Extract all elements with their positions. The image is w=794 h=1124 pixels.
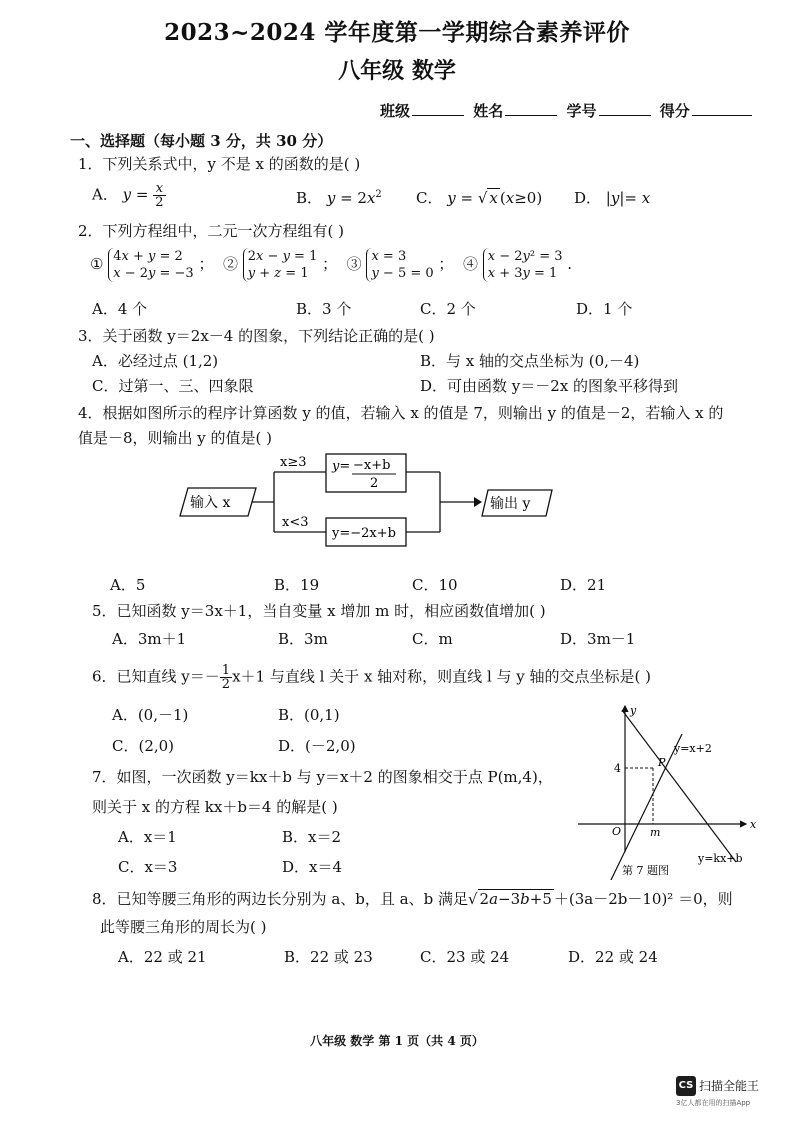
q8-stem-line1: 8．已知等腰三角形的两边长分别为 a、b，且 a、b 满足√ 2a−3b+5 ＋(3a－2b－10)² ＝0，则 [92, 890, 733, 908]
q2-option-b: B．3 个 [296, 300, 352, 318]
flow-arrow-icon [474, 497, 482, 507]
name-blank [505, 101, 557, 116]
q1-option-c: C． y = √ x (x≥0) [416, 189, 543, 207]
q2-option-a: A．4 个 [92, 300, 148, 318]
q2-stem: 2．下列方程组中，二元一次方程组有( ) [78, 222, 345, 240]
flow-input-label: 输入 x [190, 495, 231, 511]
line-y-eq-x-plus-2 [610, 734, 682, 880]
q7-option-a: A．x＝1 [118, 828, 177, 846]
tick-label-four: 4 [614, 762, 621, 775]
q8-option-d: D．22 或 24 [568, 948, 658, 966]
q4-flowchart [170, 450, 560, 560]
q4-option-b: B．19 [274, 576, 320, 594]
q2-option-c: C．2 个 [420, 300, 476, 318]
q6-option-c: C．(2,0) [112, 737, 175, 755]
q4-option-a: A．5 [110, 576, 146, 594]
q3-option-b: B．与 x 轴的交点坐标为 (0,－4) [420, 352, 640, 370]
flow-formula-top-num: −x+b [353, 458, 391, 473]
flow-cond-top: x≥3 [280, 455, 307, 470]
name-label: 姓名 [473, 102, 504, 120]
x-axis-label: x [750, 818, 757, 831]
number-blank [599, 101, 651, 116]
scanner-logo-icon: CS [676, 1076, 696, 1096]
exam-title: 2023~2024 学年度第一学期综合素养评价 [164, 19, 630, 46]
score-label: 得分 [659, 102, 690, 120]
q3-option-a: A．必经过点 (1,2) [92, 352, 219, 370]
q8-option-b: B．22 或 23 [284, 948, 373, 966]
q1-stem: 1．下列关系式中，y 不是 x 的函数的是( ) [78, 155, 361, 173]
class-label: 班级 [380, 102, 411, 120]
q1-option-d: D． |y|= x [574, 189, 651, 207]
q8-stem-line2: 此等腰三角形的周长为( ) [100, 918, 267, 936]
q6-stem: 6．已知直线 y＝－ $\frac{1}{2}$ x＋1 与直线 l 关于 x 轴对称，则直线 l 与 y 轴的交点坐标是( ) [92, 663, 651, 692]
q1-option-a: A． y = $\frac{x}{2}$ [92, 181, 164, 210]
flow-formula-bottom: y=−2x+b [332, 526, 396, 541]
exam-subtitle: 八年级 数学 [338, 58, 456, 84]
q5-option-c: C．m [412, 630, 453, 648]
q7-stem-line1: 7．如图，一次函数 y＝kx＋b 与 y＝x＋2 的图象相交于点 P(m,4)， [92, 768, 553, 786]
flow-cond-bottom: x<3 [282, 515, 309, 530]
q7-option-c: C．x＝3 [118, 858, 178, 876]
q6-option-b: B．(0,1) [278, 706, 340, 724]
q5-option-b: B．3m [278, 630, 328, 648]
q6-option-a: A．(0,－1) [112, 706, 189, 724]
line-y-eq-kx-plus-b [622, 710, 736, 862]
line-label-x-plus-2: y=x+2 [674, 742, 712, 755]
q8-option-c: C．23 或 24 [420, 948, 510, 966]
q5-option-a: A．3m＋1 [112, 630, 187, 648]
q3-option-c: C．过第一、三、四象限 [92, 377, 254, 395]
tick-label-m: m [650, 826, 661, 839]
q2-option-d: D．1 个 [576, 300, 633, 318]
flow-output-label: 输出 y [490, 496, 531, 512]
q4-stem-line2: 值是－8，则输出 y 的值是( ) [78, 429, 273, 447]
scanner-tagline: 3亿人都在用的扫描App [676, 1099, 751, 1107]
point-p-label: P [658, 756, 666, 769]
section-title: 一、选择题（每小题 3 分，共 30 分） [70, 132, 333, 150]
scanner-name: 扫描全能王 [699, 1079, 760, 1093]
q7-option-b: B．x＝2 [282, 828, 342, 846]
q4-option-d: D．21 [560, 576, 607, 594]
flow-formula-top-den: 2 [370, 476, 379, 491]
page-footer: 八年级 数学 第 1 页（共 4 页） [310, 1034, 484, 1048]
q4-option-c: C．10 [412, 576, 458, 594]
q7-option-d: D．x＝4 [282, 858, 343, 876]
q3-stem: 3．关于函数 y＝2x－4 的图象，下列结论正确的是( ) [78, 327, 435, 345]
q3-option-d: D．可由函数 y＝－2x 的图象平移得到 [420, 377, 679, 395]
y-axis-label: y [630, 704, 637, 717]
line-label-kx-plus-b: y=kx+b [698, 852, 743, 865]
q2-systems: ① 4x + y = 2 x − 2y = −3 ； ② 2x − y = 1 y + z = 1 ； ③ x = 3 y − 5 = 0 ； ④ x − 2y² = 3 x + 3y = 1 . [90, 249, 573, 281]
origin-label: O [612, 825, 622, 838]
number-label: 学号 [566, 102, 597, 120]
q5-stem: 5．已知函数 y＝3x＋1，当自变量 x 增加 m 时，相应函数值增加( ) [92, 602, 546, 620]
q7-stem-line2: 则关于 x 的方程 kx＋b＝4 的解是( ) [92, 798, 338, 816]
q8-option-a: A．22 或 21 [118, 948, 207, 966]
q6-option-d: D．(－2,0) [278, 737, 356, 755]
graph-caption: 第 7 题图 [622, 864, 669, 877]
q7-graph [570, 702, 760, 880]
score-blank [692, 101, 752, 116]
flow-formula-top-lhs: y= [332, 459, 351, 474]
student-info-line [380, 100, 756, 121]
q4-stem-line1: 4．根据如图所示的程序计算函数 y 的值，若输入 x 的值是 7，则输出 y 的值是－2，若输入 x 的 [78, 404, 724, 422]
scanner-watermark [676, 1075, 759, 1096]
q1-option-b: B． $y = 2x^2$ [296, 189, 382, 207]
q5-option-d: D．3m－1 [560, 630, 636, 648]
class-blank [412, 101, 464, 116]
